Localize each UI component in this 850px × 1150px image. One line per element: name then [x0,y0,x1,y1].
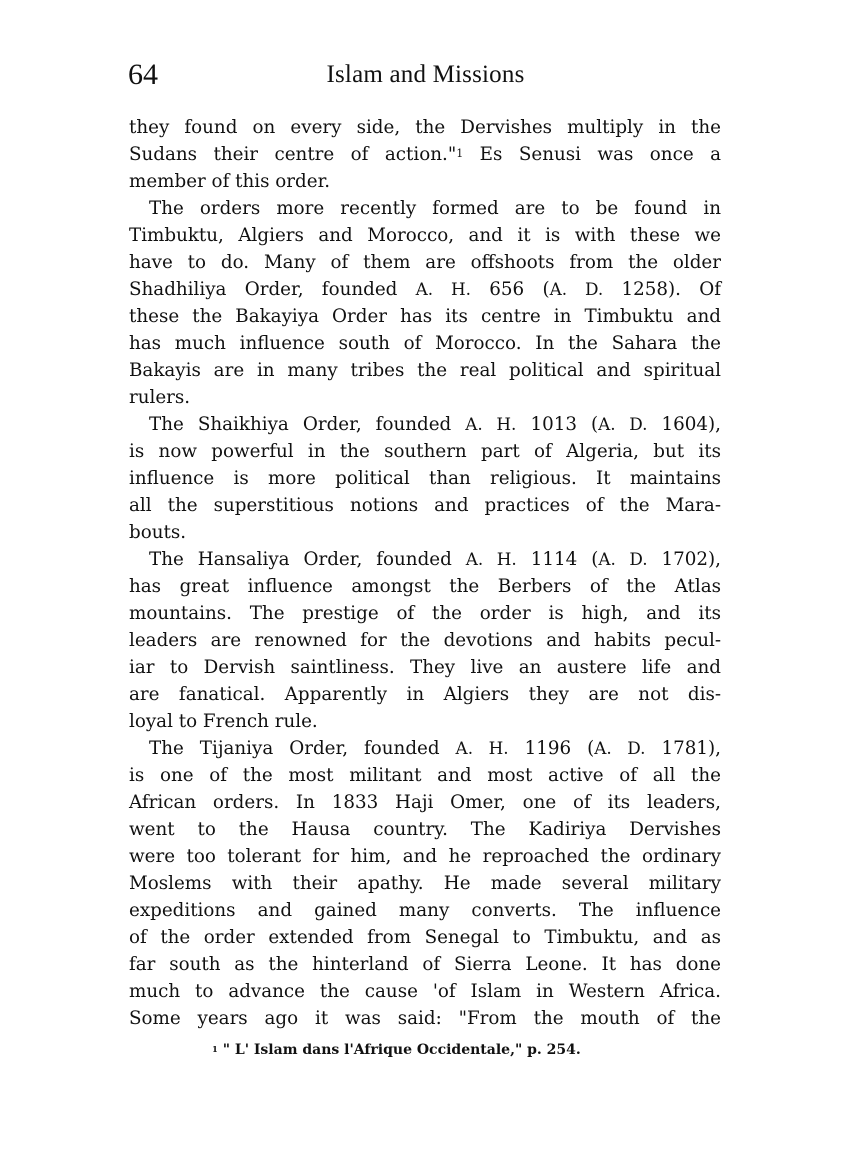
text-line: loyal to French rule. [129,711,318,732]
page-header [128,58,723,98]
text-line: these the Bakayiya Order has its centre in Timbuktu and [129,306,721,327]
text-line: have to do. Many of them are offshoots from the older [129,252,721,273]
footnote-mark: 1 [212,1044,218,1055]
text-line: Moslems with their apathy. He made several military [129,873,721,894]
text-line: are fanatical. Apparently in Algiers they are not dis- [129,684,721,705]
text-line: all the superstitious notions and practices of the Mara- [129,495,721,516]
text-line: bouts. [129,522,187,543]
text-line: went to the Hausa country. The Kadiriya Dervishes [129,819,721,840]
text-line: is one of the most militant and most active of all the [129,765,721,786]
running-title: Islam and Missions [326,61,525,88]
text-line: influence is more political than religious. It maintains [129,468,721,489]
text-line: Shadhiliya Order, founded A. H. 656 (A. D. 1258). Of [129,279,721,300]
text-line: expeditions and gained many converts. The influence [129,900,721,921]
text-line: far south as the hinterland of Sierra Leone. It has done [129,954,721,975]
paragraph-first-line: The orders more recently formed are to be found in [149,198,721,219]
footnote [212,1039,712,1061]
paragraph-first-line: The Hansaliya Order, founded A. H. 1114 (A. D. 1702), [149,549,721,570]
text-line: were too tolerant for him, and he reproached the ordinary [129,846,721,867]
footnote-text: " L' Islam dans l'Afrique Occidentale," p. 254. [217,1042,581,1058]
text-line: Bakayis are in many tribes the real political and spiritual [129,360,721,381]
text-line: is now powerful in the southern part of Algeria, but its [129,441,721,462]
text-line: Sudans their centre of action."$^1$ Es Senusi was once a [129,144,721,165]
text-line: iar to Dervish saintliness. They live an austere life and [129,657,721,678]
page-number: 64 [128,58,158,91]
text-line: rulers. [129,387,191,408]
text-line: Some years ago it was said: "From the mouth of the [129,1008,721,1029]
text-line: of the order extended from Senegal to Timbuktu, and as [129,927,721,948]
text-line: has much influence south of Morocco. In the Sahara the [129,333,721,354]
body-text [129,114,721,1032]
text-line: mountains. The prestige of the order is high, and its [129,603,721,624]
text-line: much to advance the cause 'of Islam in Western Africa. [129,981,721,1002]
text-line: has great influence amongst the Berbers of the Atlas [129,576,721,597]
text-line: African orders. In 1833 Haji Omer, one of its leaders, [129,792,721,813]
text-line: they found on every side, the Dervishes multiply in the [129,117,721,138]
text-line: member of this order. [129,171,331,192]
paragraph-first-line: The Tijaniya Order, founded A. H. 1196 (A. D. 1781), [149,738,721,759]
text-line: leaders are renowned for the devotions and habits pecul- [129,630,721,651]
text-line: Timbuktu, Algiers and Morocco, and it is with these we [129,225,721,246]
paragraph-first-line: The Shaikhiya Order, founded A. H. 1013 (A. D. 1604), [149,414,721,435]
footnote-reference: 1 [456,146,464,160]
